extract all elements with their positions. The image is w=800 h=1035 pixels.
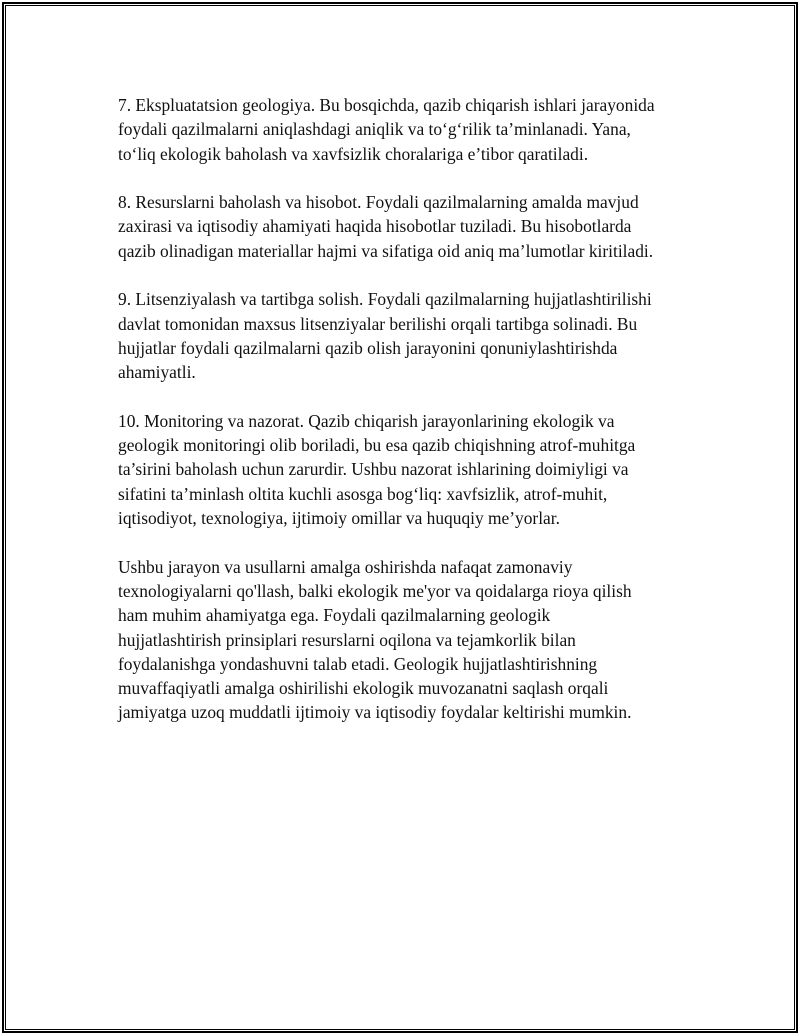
paragraph-resource-assessment: [118, 190, 688, 263]
text-line: 9. Litsenziyalash va tartibga solish. Foydali qazilmalarning hujjatlashtirilishi: [118, 289, 652, 310]
text-line: foydali qazilmalarni aniqlashdagi aniqlik va to‘g‘rilik ta’minlanadi. Yana,: [118, 119, 631, 140]
text-line: hujjatlar foydali qazilmalarni qazib olish jarayonini qonuniylashtirishda: [118, 337, 618, 358]
text-line: muvaffaqiyatli amalga oshirilishi ekologik muvozanatni saqlash orqali: [118, 678, 609, 699]
text-line: 10. Monitoring va nazorat. Qazib chiqarish jarayonlarining ekologik va: [118, 410, 615, 431]
text-line: Ushbu jarayon va usullarni amalga oshirishda nafaqat zamonaviy: [118, 556, 573, 577]
text-line: 7. Ekspluatatsion geologiya. Bu bosqichda, qazib chiqarish ishlari jarayonida: [118, 95, 655, 115]
text-line: geologik monitoringi olib boriladi, bu esa qazib chiqishning atrof-muhitga: [118, 435, 636, 456]
text-line: ta’sirini baholash uchun zarurdir. Ushbu nazorat ishlarining doimiyligi va: [118, 459, 629, 480]
text-line: ahamiyatli.: [118, 362, 196, 383]
paragraph-licensing: [118, 287, 688, 384]
text-line: qazib olinadigan materiallar hajmi va sifatiga oid aniq ma’lumotlar kiritiladi.: [118, 240, 654, 261]
document-body: [118, 93, 688, 749]
paragraph-conclusion: [118, 555, 688, 725]
text-line: texnologiyalarni qo'llash, balki ekologik me'yor va qoidalarga rioya qilish: [118, 580, 632, 601]
text-line: 8. Resurslarni baholash va hisobot. Foydali qazilmalarning amalda mavjud: [118, 192, 639, 213]
text-line: ham muhim ahamiyatga ega. Foydali qazilmalarning geologik: [118, 605, 551, 626]
paragraph-exploitation-geology: [118, 93, 688, 166]
text-line: iqtisodiyot, texnologiya, ijtimoiy omillar va huquqiy me’yorlar.: [118, 508, 560, 529]
text-line: davlat tomonidan maxsus litsenziyalar berilishi orqali tartibga solinadi. Bu: [118, 313, 638, 334]
text-line: jamiyatga uzoq muddatli ijtimoiy va iqtisodiy foydalar keltirishi mumkin.: [118, 702, 632, 723]
text-line: foydalanishga yondashuvni talab etadi. Geologik hujjatlashtirishning: [118, 653, 598, 674]
text-line: to‘liq ekologik baholash va xavfsizlik choralariga e’tibor qaratiladi.: [118, 143, 589, 164]
paragraph-monitoring: [118, 409, 688, 530]
text-line: sifatini ta’minlash oltita kuchli asosga bog‘liq: xavfsizlik, atrof-muhit,: [118, 483, 608, 504]
text-line: hujjatlashtirish prinsiplari resurslarni oqilona va tejamkorlik bilan: [118, 629, 576, 650]
text-line: zaxirasi va iqtisodiy ahamiyati haqida hisobotlar tuziladi. Bu hisobotlarda: [118, 216, 632, 237]
